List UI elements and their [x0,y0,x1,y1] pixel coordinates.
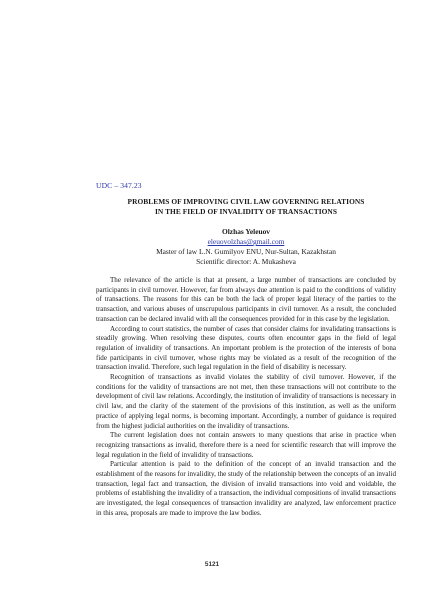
paper-title [96,197,396,217]
paragraph: According to court statistics, the number of cases that consider claims for invalidating transactions is steadily growing. When resolving these disputes, courts often encounter gaps in the field of legal regulation of invalidity of transactions. An important problem is the protection of the interests of bona fide participants in civil turnover, whose rights may be violated as a result of the recognition of the transaction invalid. Therefore, such legal regulation in the field of disability is necessary. [96,324,396,372]
article-body [96,276,396,519]
author-email-link[interactable]: eleuovolzhas@gmail.com [207,237,285,247]
page-number: 5121 [204,561,220,568]
scientific-director: Scientific director: A. Mukasheva [196,257,296,267]
paragraph: The current legislation does not contain answers to many questions that arise in practice when recognizing transactions as invalid, therefore there is a need for scientific research that will improve the legal regulation in the field of invalidity of transactions. [96,431,396,459]
paragraph: Particular attention is paid to the definition of the concept of an invalid transaction and the establishment of the reasons for invalidity, the study of the relationship between the concepts of an invalid transaction, legal fact and transaction, the division of invalid transactions into void and voidable, the problems of establishing the invalidity of a transaction, the individual compositions of invalid transactions are investigated, the legal consequences of transaction invalidity are analyzed, law enforcement practice in this area, proposals are made to improve the law bodies. [96,460,396,517]
title-line-1: PROBLEMS OF IMPROVING CIVIL LAW GOVERNING RELATIONS [127,197,365,206]
author-block [96,227,396,267]
author-affiliation: Master of law L.N. Gumilyov ENU, Nur-Sultan, Kazakhstan [156,247,336,257]
author-name: Olzhas Yeleuov [222,227,270,236]
paragraph: Recognition of transactions as invalid violates the stability of civil turnover. However, if the conditions for the validity of transactions are not met, then these transactions will not contribute to the development of civil law relations. Accordingly, the institution of invalidity of transactions is necessary in civil law, and the clarity of the statement of the provisions of this institution, as well as the uniform practice of applying legal norms, is becoming important. Accordingly, a number of guidance is required from the highest judicial authorities on the invalidity of transactions. [96,373,396,430]
title-line-2: IN THE FIELD OF INVALIDITY OF TRANSACTIONS [155,207,337,216]
paragraph: The relevance of the article is that at present, a large number of transactions are concluded by participants in civil turnover. However, far from always due attention is paid to the conditions of validity of transactions. The reasons for this can be both the lack of proper legal literacy of the parties to the transaction, and various abuses of unscrupulous participants in civil turnover. As a result, the concluded transaction can be declared invalid with all the consequences provided for in this case by the legislation. [96,276,396,323]
udc-code: UDC – 347.23 [96,181,142,190]
